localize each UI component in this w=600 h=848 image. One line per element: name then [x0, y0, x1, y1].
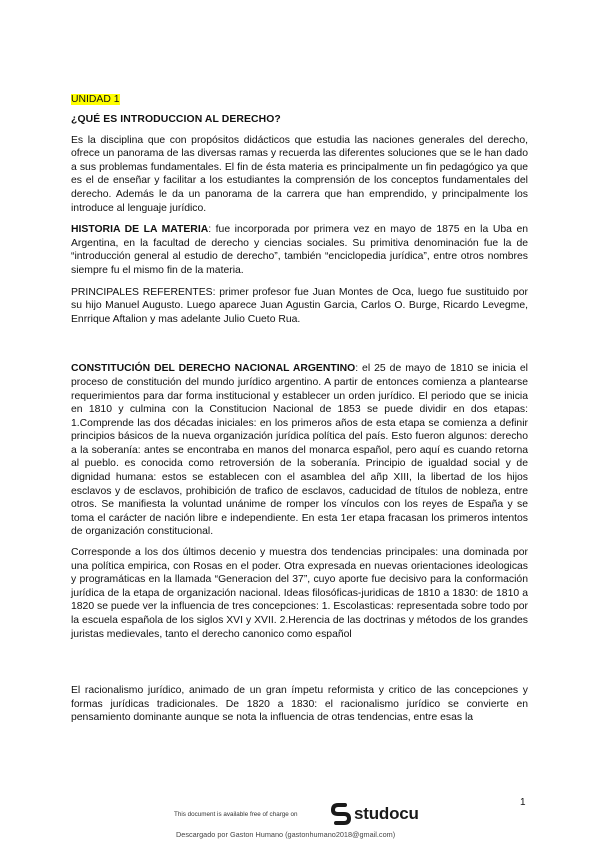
second-stage-paragraph: Corresponde a los dos últimos decenio y muestra dos tendencias principales: una dominada por una política empirica, con Rosas en el poder. Otra expresada en nuevas orientaciones ideologicas y programáticas en la llamada “Generacion del 37”, cuyo aporte fue decisivo para la conformación jurídica de la etapa de organización nacional. Ideas filosóficas-juridicas de 1810 a 1830: de 1810 a 1820 se puede ver la influencia de tres concepciones: 1. Escolasticas: representada sobre todo por la escuela española de los siglos XVI y XVII. 2.Herencia de las doctrinas y métodos de los grandes juristas medievales, tanto el derecho canonico como español — [71, 547, 528, 640]
referents-paragraph: PRINCIPALES REFERENTES: primer profesor fue Juan Montes de Oca, luego fue sustituido por su hijo Manuel Augusto. Luego aparece Juan Agustin Garcia, Carlos O. Burge, Ricardo Levegme, Enrrique Aftalion y mas adelante Julio Cueto Rua. — [71, 286, 528, 325]
constitution-title: CONSTITUCIÓN DEL DERECHO NACIONAL ARGENTINO — [71, 363, 356, 375]
download-note: Descargado por Gaston Humano (gastonhumano2018@gmail.com) — [176, 830, 396, 839]
constitution-text: : el 25 de mayo de 1810 se inicia el proceso de constitución del mundo jurídico argentino. A partir de entonces comienza a plantearse requerimientos para dar forma institucional y establecer un orden jurídico. El periodo que se inicia en 1810 y culmina con la Constitucion Nacional de 1853 se puede dividir en dos etapas: 1.Comprende las dos décadas iniciales: en los primeros años de esta etapa se comienza a definir principios básicos de la nueva organización jurídica política del país. Esto fueron algunos: derecho a la soberanía: antes se encontraba en manos del monarca español, pero aquí es cuando retorna al pueblo. es conocida como retroversión de la soberanía. Principio de igualdad social y de dignidad humana: estos se establecen con el asamblea del añp XIII, la libertad de los hijos esclavos y de esclavos, prohibición de trafico de esclavos, caducidad de títulos de nobleza, entre otros. Se manifiesta la voluntad unánime de romper los vínculos con los reyes de España y se toma el carácter de nación libre e independiente. En esta 1er etapa fracasan los primeros intentos de organización constitucional. — [71, 363, 528, 538]
history-text: : fue incorporada por primera vez en mayo de 1875 en la Uba en Argentina, en la facultad de derecho y ciencias sociales. Su primitiva denominación fue la de “introducción general al estudio de derecho”, también “enciclopedia jurídica”, entre otros nombres siempre fu el mismo fin de la materia. — [71, 224, 528, 276]
history-paragraph — [71, 223, 528, 277]
unit-heading: UNIDAD 1 — [71, 94, 120, 105]
rationalism-paragraph: El racionalismo jurídico, animado de un gran ímpetu reformista y critico de las concepciones y formas jurídicas tradicionales. De 1820 a 1830: el racionalismo jurídico se convierte en pensamiento dominante aunque se nota la influencia de otras tendencias, entre esas la — [71, 685, 528, 724]
document-body — [71, 93, 528, 725]
studocu-logo-text: studocu — [354, 804, 419, 823]
studocu-logo-icon — [331, 803, 351, 825]
question-heading: ¿QUÉ ES INTRODUCCION AL DERECHO? — [71, 114, 281, 125]
studocu-logo[interactable] — [331, 803, 419, 825]
footer-note: This document is available free of charge on — [174, 811, 298, 818]
constitution-paragraph — [71, 362, 528, 539]
page-number: 1 — [520, 797, 526, 808]
intro-paragraph: Es la disciplina que con propósitos didácticos que estudia las naciones generales del derecho, ofrece un panorama de las diversas ramas y recuerda las diferentes soluciones que se le han dado a sus problemas fundamentales. El fin de ésta materia es principalmente un fin pedagógico ya que es el de enseñar y facilitar a los estudiantes la comprensión de los conceptos fundamentales del derecho. Además le da un panorama de la carrera que han emprendido, y principalmente los introduce al lenguaje jurídico. — [71, 134, 528, 214]
history-title: HISTORIA DE LA MATERIA — [71, 224, 209, 236]
